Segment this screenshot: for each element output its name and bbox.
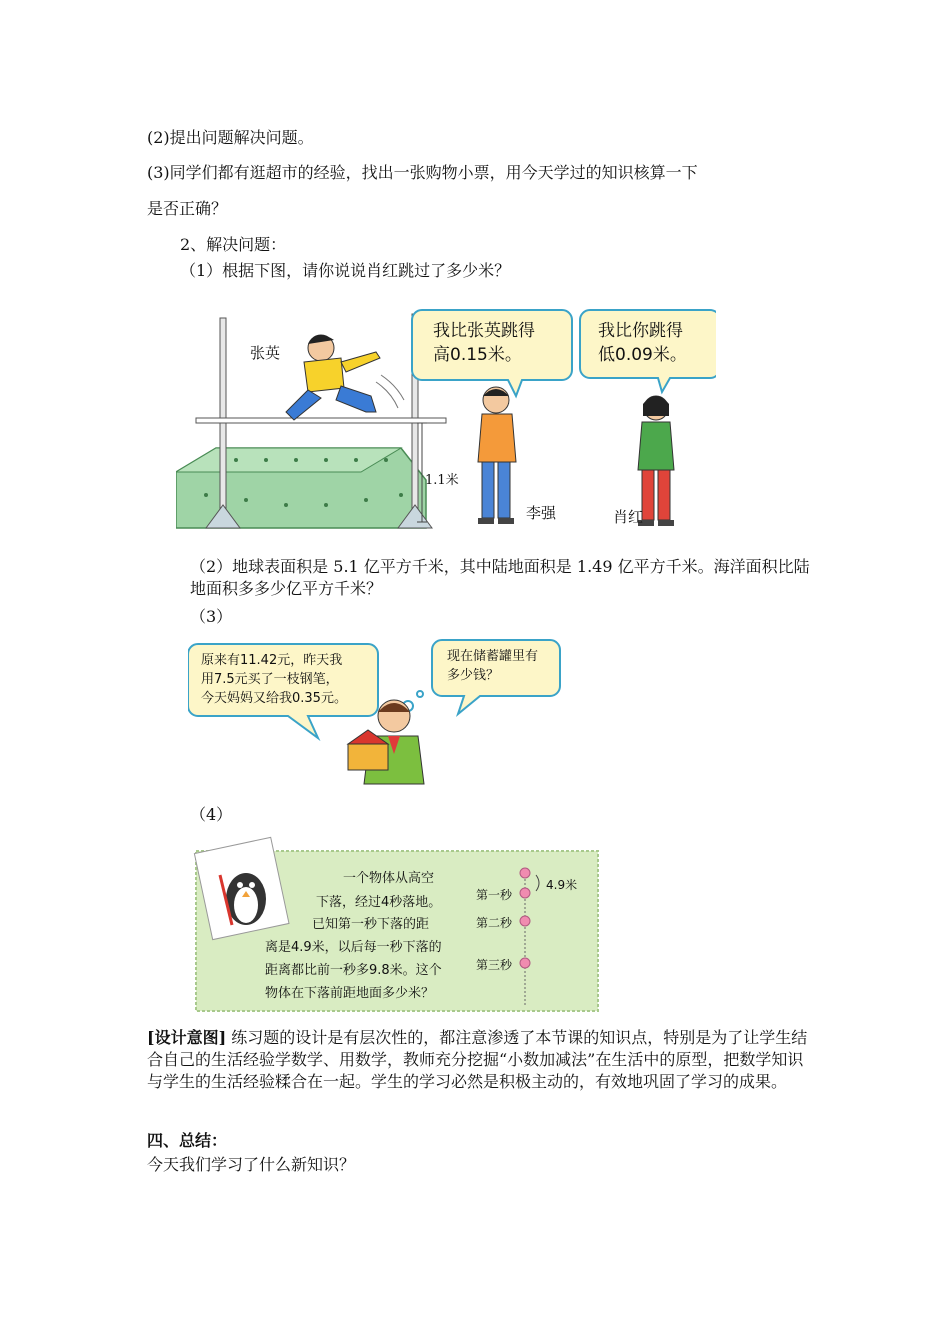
label-distance: 4.9米 (546, 878, 578, 892)
question-4-label: （4） (190, 805, 233, 824)
section-heading: 2、解决问题： (180, 235, 287, 254)
problem-line1: 一个物体从高空 (343, 871, 435, 886)
label-xiaohong: 肖红 (613, 508, 644, 526)
question-2: （2）地球表面积是 5.1 亿平方千米，其中陆地面积是 1.49 亿平方千米。海洋面积比陆地面积多多少亿平方千米？ (190, 557, 810, 598)
item-3-text: (3)同学们都有逛超市的经验，找出一张购物小票，用今天学过的知识核算一下 (147, 163, 698, 182)
label-second-1: 第一秒 (476, 888, 513, 902)
bubble-liqiang-line2: 高0.15米。 (433, 345, 522, 365)
label-zhangying: 张英 (250, 344, 281, 362)
bubble-right-line2: 多少钱？ (447, 668, 500, 683)
label-height: 1.1米 (425, 473, 459, 488)
summary-text: 今天我们学习了什么新知识？ (147, 1155, 356, 1174)
question-3-label: （3） (190, 607, 233, 626)
label-second-2: 第二秒 (476, 916, 513, 930)
problem-line6: 物体在下落前距地面多少米？ (265, 986, 435, 1001)
bubble-left-line2: 用7.5元买了一枝钢笔， (201, 672, 339, 687)
design-intent (147, 1027, 809, 1093)
bubble-xiaohong-line1: 我比你跳得 (598, 321, 683, 341)
summary-heading: 四、总结： (147, 1131, 228, 1150)
bubble-left-line1: 原来有11.42元，昨天我 (201, 653, 343, 668)
problem-line4: 离是4.9米，以后每一秒下落的 (265, 940, 442, 955)
design-intent-label: [设计意图] (147, 1028, 227, 1047)
bubble-right-line1: 现在储蓄罐里有 (447, 649, 539, 664)
problem-line3: 已知第一秒下落的距 (312, 917, 430, 932)
label-liqiang: 李强 (526, 504, 557, 522)
label-second-3: 第三秒 (476, 958, 513, 972)
problem-line2: 下落，经过4秒落地。 (316, 895, 442, 910)
item-2-text: (2)提出问题解决问题。 (147, 128, 314, 147)
bubble-left-line3: 今天妈妈又给我0.35元。 (201, 691, 347, 706)
bubble-xiaohong-line2: 低0.09米。 (598, 345, 687, 365)
item-3-text-cont: 是否正确？ (147, 199, 228, 218)
problem-line5: 距离都比前一秒多9.8米。这个 (265, 963, 442, 978)
design-intent-text: 练习题的设计是有层次性的，都注意渗透了本节课的知识点，特别是为了让学生结合自己的生活经验学数学、用数学，教师充分挖掘“小数加减法”在生活中的原型，把数学知识与学生的生活经验糅合在一起。学生的学习必然是积极主动的，有效地巩固了学习的成果。 (147, 1028, 808, 1091)
question-1: （1）根据下图，请你说说肖红跳过了多少米？ (180, 261, 511, 280)
bubble-liqiang-line1: 我比张英跳得 (433, 321, 535, 341)
